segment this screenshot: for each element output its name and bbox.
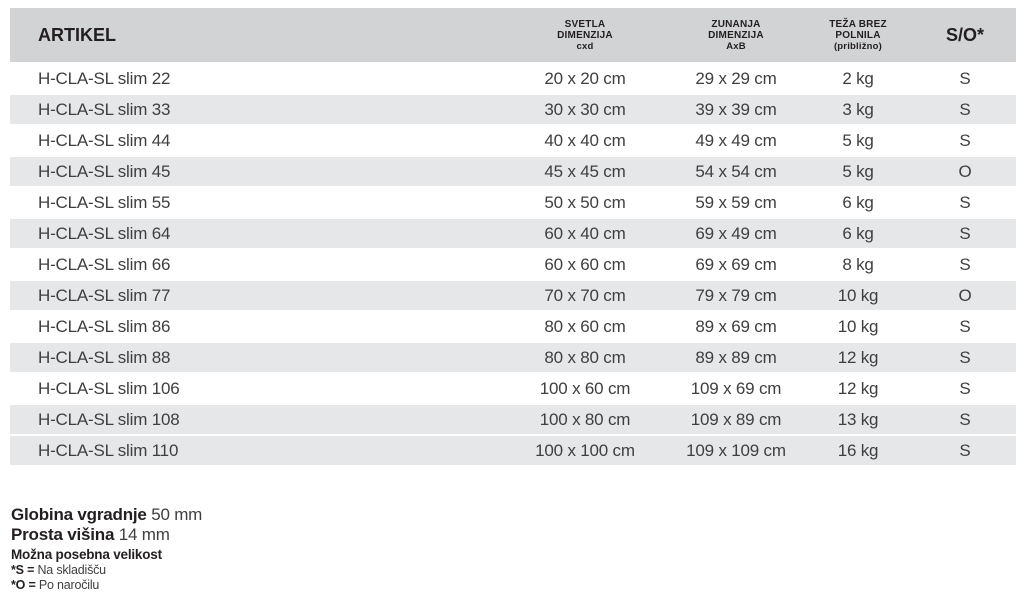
cell-zunanja-dimenzija: 89 x 69 cm: [670, 310, 802, 341]
cell-zunanja-dimenzija: 109 x 69 cm: [670, 372, 802, 403]
cell-so: S: [914, 372, 1016, 403]
header-subline: cxd: [576, 40, 594, 52]
table-row: [10, 434, 1016, 465]
header-subline: AxB: [726, 40, 746, 52]
cell-so: S: [914, 248, 1016, 279]
cell-so: S: [914, 403, 1016, 434]
cell-zunanja-dimenzija: 89 x 89 cm: [670, 341, 802, 372]
cell-so: O: [914, 279, 1016, 310]
cell-artikel: H-CLA-SL slim 106: [10, 372, 500, 403]
footnote-o-legend: [11, 578, 202, 593]
cell-so: S: [914, 186, 1016, 217]
cell-svetla-dimenzija: 100 x 80 cm: [500, 403, 670, 434]
cell-svetla-dimenzija: 60 x 40 cm: [500, 217, 670, 248]
cell-teza: 5 kg: [802, 155, 914, 186]
cell-svetla-dimenzija: 30 x 30 cm: [500, 93, 670, 124]
cell-zunanja-dimenzija: 29 x 29 cm: [670, 62, 802, 93]
table-row: [10, 372, 1016, 403]
cell-teza: 8 kg: [802, 248, 914, 279]
footnote-value: 14 mm: [118, 525, 170, 544]
cell-teza: 3 kg: [802, 93, 914, 124]
header-line: POLNILA: [835, 29, 881, 41]
cell-zunanja-dimenzija: 54 x 54 cm: [670, 155, 802, 186]
cell-artikel: H-CLA-SL slim 64: [10, 217, 500, 248]
cell-teza: 16 kg: [802, 434, 914, 465]
table-row: [10, 341, 1016, 372]
cell-zunanja-dimenzija: 109 x 109 cm: [670, 434, 802, 465]
cell-so: S: [914, 341, 1016, 372]
product-spec-table: [10, 8, 1016, 465]
cell-artikel: H-CLA-SL slim 66: [10, 248, 500, 279]
cell-svetla-dimenzija: 80 x 60 cm: [500, 310, 670, 341]
cell-svetla-dimenzija: 100 x 60 cm: [500, 372, 670, 403]
cell-artikel: H-CLA-SL slim 77: [10, 279, 500, 310]
header-subline: (približno): [833, 40, 883, 52]
table-body: [10, 62, 1016, 465]
footnote-value: Po naročilu: [38, 578, 100, 592]
table-row: [10, 186, 1016, 217]
footnote-label: Prosta višina: [11, 525, 115, 544]
cell-teza: 10 kg: [802, 310, 914, 341]
cell-so: S: [914, 124, 1016, 155]
table-header-row: [10, 8, 1016, 62]
cell-teza: 12 kg: [802, 341, 914, 372]
cell-svetla-dimenzija: 80 x 80 cm: [500, 341, 670, 372]
cell-teza: 12 kg: [802, 372, 914, 403]
footnote-label: *S =: [11, 563, 35, 577]
footnote-label: *O =: [11, 578, 36, 592]
footnote-prosta-visina: [11, 525, 202, 545]
footnotes: [11, 505, 202, 593]
cell-svetla-dimenzija: 45 x 45 cm: [500, 155, 670, 186]
cell-zunanja-dimenzija: 39 x 39 cm: [670, 93, 802, 124]
cell-teza: 10 kg: [802, 279, 914, 310]
cell-zunanja-dimenzija: 69 x 69 cm: [670, 248, 802, 279]
column-header-zunanja-dimenzija: [670, 8, 802, 62]
footnote-value: 50 mm: [151, 505, 203, 524]
cell-svetla-dimenzija: 60 x 60 cm: [500, 248, 670, 279]
footnote-mozna-posebna-velikost: Možna posebna velikost: [11, 547, 162, 562]
cell-so: S: [914, 62, 1016, 93]
table-header: [10, 8, 1016, 62]
table-row: [10, 155, 1016, 186]
footnote-label: Globina vgradnje: [11, 505, 147, 524]
cell-artikel: H-CLA-SL slim 22: [10, 62, 500, 93]
table-row: [10, 248, 1016, 279]
table-row: [10, 124, 1016, 155]
cell-artikel: H-CLA-SL slim 33: [10, 93, 500, 124]
column-header-teza-brez-polnila: [802, 8, 914, 62]
cell-so: S: [914, 93, 1016, 124]
cell-teza: 6 kg: [802, 186, 914, 217]
cell-so: S: [914, 310, 1016, 341]
cell-artikel: H-CLA-SL slim 110: [10, 434, 500, 465]
table-row: [10, 403, 1016, 434]
cell-svetla-dimenzija: 70 x 70 cm: [500, 279, 670, 310]
cell-svetla-dimenzija: 50 x 50 cm: [500, 186, 670, 217]
cell-zunanja-dimenzija: 59 x 59 cm: [670, 186, 802, 217]
footnote-globina-vgradnje: [11, 505, 202, 525]
table-row: [10, 93, 1016, 124]
cell-svetla-dimenzija: 20 x 20 cm: [500, 62, 670, 93]
column-header-so: S/O*: [914, 8, 1016, 62]
cell-svetla-dimenzija: 100 x 100 cm: [500, 434, 670, 465]
cell-artikel: H-CLA-SL slim 108: [10, 403, 500, 434]
footnote-s-legend: [11, 563, 202, 578]
cell-artikel: H-CLA-SL slim 55: [10, 186, 500, 217]
header-line: TEŽA BREZ: [829, 18, 887, 30]
column-header-svetla-dimenzija: [500, 8, 670, 62]
table-row: [10, 279, 1016, 310]
cell-artikel: H-CLA-SL slim 45: [10, 155, 500, 186]
cell-artikel: H-CLA-SL slim 86: [10, 310, 500, 341]
cell-svetla-dimenzija: 40 x 40 cm: [500, 124, 670, 155]
table-row: [10, 62, 1016, 93]
footnote-value: Na skladišču: [37, 563, 106, 577]
cell-zunanja-dimenzija: 109 x 89 cm: [670, 403, 802, 434]
table-row: [10, 217, 1016, 248]
header-line: DIMENZIJA: [708, 29, 764, 41]
cell-teza: 6 kg: [802, 217, 914, 248]
cell-teza: 2 kg: [802, 62, 914, 93]
table-row: [10, 310, 1016, 341]
cell-artikel: H-CLA-SL slim 44: [10, 124, 500, 155]
cell-zunanja-dimenzija: 49 x 49 cm: [670, 124, 802, 155]
cell-teza: 13 kg: [802, 403, 914, 434]
header-line: DIMENZIJA: [557, 29, 613, 41]
cell-so: S: [914, 434, 1016, 465]
cell-zunanja-dimenzija: 69 x 49 cm: [670, 217, 802, 248]
cell-so: S: [914, 217, 1016, 248]
cell-artikel: H-CLA-SL slim 88: [10, 341, 500, 372]
header-line: SVETLA: [564, 18, 606, 30]
column-header-artikel: ARTIKEL: [10, 8, 500, 62]
cell-zunanja-dimenzija: 79 x 79 cm: [670, 279, 802, 310]
cell-teza: 5 kg: [802, 124, 914, 155]
cell-so: O: [914, 155, 1016, 186]
header-line: ZUNANJA: [711, 18, 761, 30]
